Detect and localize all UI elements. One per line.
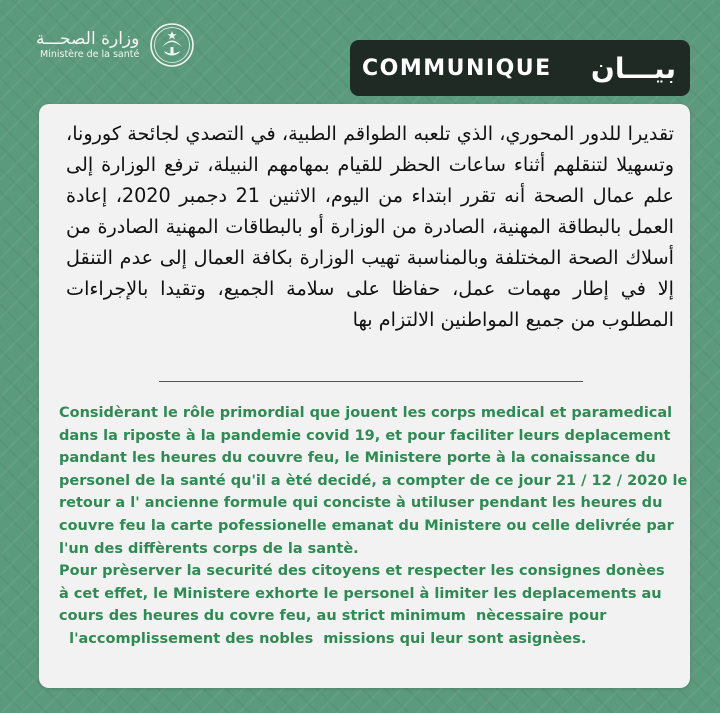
communique-title-bar xyxy=(350,40,690,96)
divider xyxy=(159,381,583,382)
national-emblem-icon xyxy=(149,22,195,68)
ministry-name-french: Ministère de la santé xyxy=(40,49,140,60)
french-paragraph xyxy=(59,402,688,651)
french-line: cours des heures du covre feu, au strict minimum nècessaire pour xyxy=(59,608,607,625)
french-line: retour a l' ancienne formule qui conciste à utiluser pendant les heures du xyxy=(59,495,663,512)
ministry-logo xyxy=(36,22,195,68)
arabic-paragraph: تقديرا للدور المحوري، الذي تلعبه الطواقم الطبية، في التصدي لجائحة كورونا، وتسهيلا لتنقلهم أثناء ساعات الحظر للقيام بمهامهم النبيلة، ترفع الوزارة إلى علم عمال الصحة أنه تقرر ابتداء من اليوم، الاثنين 21 دجمبر 2020، إعادة العمل بالبطاقة المهنية، الصادرة من الوزارة أو بالبطاقات المهنية الصادرة من أسلاك الصحة المختلفة وبالمناسبة تهيب الوزارة بكافة العمال إلى عدم التنقل إلا في إطار مهمات عمل، حفاظا على سلامة الجميع، وتقيدا بالإجراءات المطلوب من جميع المواطنين الالتزام بها xyxy=(66,122,674,331)
title-arabic: بيـــان xyxy=(590,51,676,85)
communique-card xyxy=(39,104,690,688)
french-line: Pour prèserver la securité des citoyens et respecter les consignes donèes xyxy=(59,563,665,580)
french-line: couvre feu la carte pofessionelle emanat du Ministere ou celle delivrée par xyxy=(59,517,674,534)
french-line: pandant les heures du couvre feu, le Ministere porte à la conaissance du xyxy=(59,450,656,467)
ministry-name-arabic: وزارة الصحـــة xyxy=(36,29,140,49)
french-line: à cet effet, le Ministere exhorte le personel à limiter les deplacements au xyxy=(59,585,662,602)
ministry-name xyxy=(36,29,139,61)
french-line: l'accomplissement des nobles missions qui leur sont asignèes. xyxy=(59,630,587,647)
french-line: Considèrant le rôle primordial que jouent les corps medical et paramedical xyxy=(59,405,673,421)
french-line: personel de la santé qu'il a èté decidé, a compter de ce jour 21 / 12 / 2020 le xyxy=(59,472,688,489)
french-line: l'un des diffèrents corps de la santè. xyxy=(59,540,359,557)
french-line: dans la riposte à la pandemie covid 19, et pour faciliter leurs deplacement xyxy=(59,427,671,444)
title-french: COMMUNIQUE xyxy=(362,55,552,81)
